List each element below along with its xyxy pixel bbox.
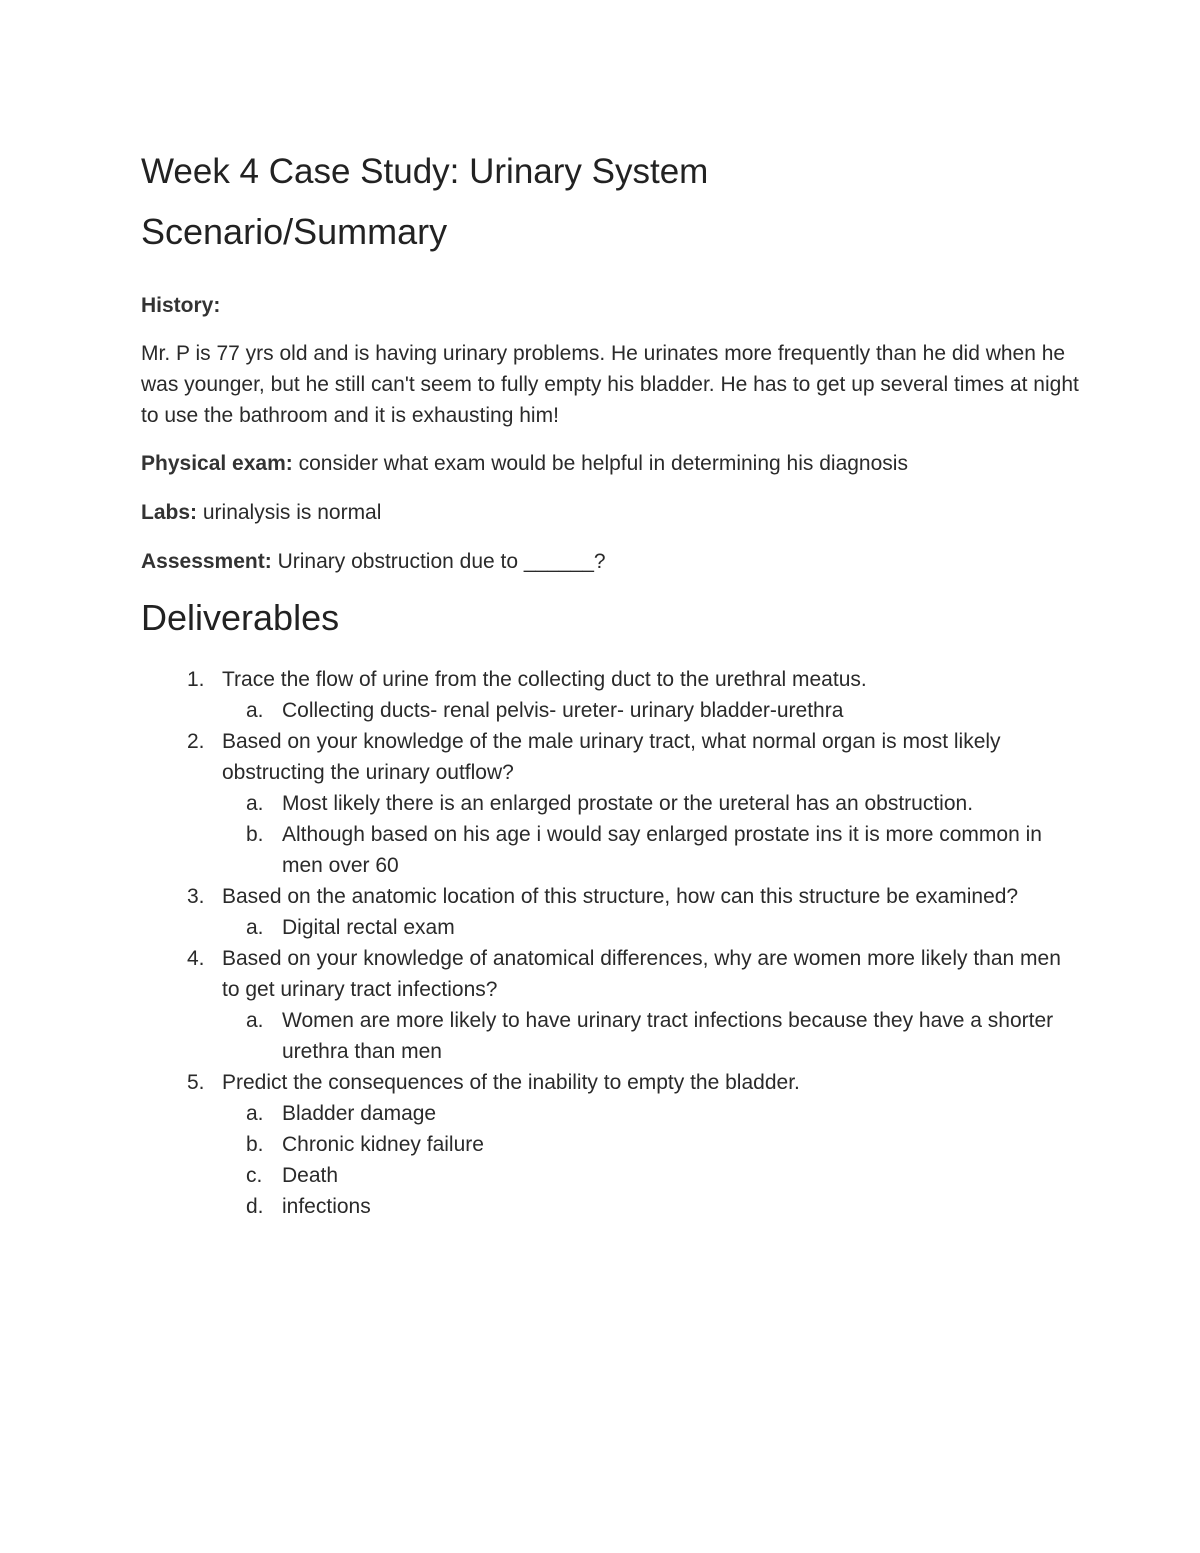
deliverable-item — [141, 943, 1081, 1067]
deliverable-item — [141, 726, 1081, 881]
deliverable-number: 2. — [187, 730, 205, 753]
deliverable-question: Predict the consequences of the inability to empty the bladder. — [222, 1071, 800, 1094]
deliverable-item — [141, 664, 1081, 726]
assessment-label: Assessment: — [141, 550, 272, 573]
deliverable-number: 3. — [187, 885, 205, 908]
labs-line — [141, 497, 1081, 528]
answer-item — [222, 695, 1081, 726]
answer-item — [222, 788, 1081, 819]
answer-list — [222, 788, 1081, 881]
deliverable-item — [141, 881, 1081, 943]
answer-item — [222, 1191, 1081, 1222]
section-heading-scenario: Scenario/Summary — [141, 211, 448, 252]
answer-text: Death — [282, 1164, 339, 1187]
deliverables-list — [141, 664, 1081, 1222]
answer-text: Collecting ducts- renal pelvis- ureter- urinary bladder-urethra — [282, 699, 844, 722]
answer-text: Bladder damage — [282, 1102, 437, 1125]
answer-item — [222, 1005, 1081, 1067]
physical-exam-line — [141, 448, 1081, 479]
answer-letter: a. — [246, 699, 264, 722]
answer-letter: d. — [246, 1195, 264, 1218]
physical-exam-label: Physical exam: — [141, 452, 293, 475]
physical-exam-text: consider what exam would be helpful in determining his diagnosis — [292, 452, 908, 475]
labs-label: Labs: — [141, 501, 198, 524]
answer-text: infections — [282, 1195, 371, 1218]
answer-list — [222, 1098, 1081, 1222]
answer-list — [222, 695, 1081, 726]
answer-letter: a. — [246, 1102, 264, 1125]
answer-letter: a. — [246, 792, 264, 815]
deliverable-question: Trace the flow of urine from the collecting duct to the urethral meatus. — [222, 668, 867, 691]
answer-item — [222, 819, 1081, 881]
answer-text: Most likely there is an enlarged prostate or the ureteral has an obstruction. — [282, 792, 974, 815]
labs-text: urinalysis is normal — [197, 501, 382, 524]
assessment-text: Urinary obstruction due to ______? — [271, 550, 606, 573]
answer-text: Although based on his age i would say enlarged prostate ins it is more common in men over 60 — [282, 823, 1042, 877]
answer-letter: b. — [246, 823, 264, 846]
history-label — [141, 290, 1081, 321]
answer-item — [222, 1160, 1081, 1191]
answer-text: Chronic kidney failure — [282, 1133, 484, 1156]
answer-letter: b. — [246, 1133, 264, 1156]
answer-list — [222, 912, 1081, 943]
deliverable-item — [141, 1067, 1081, 1222]
deliverable-question: Based on your knowledge of the male urinary tract, what normal organ is most likely obstructing the urinary outflow? — [222, 730, 1001, 784]
deliverable-number: 4. — [187, 947, 205, 970]
answer-text: Women are more likely to have urinary tract infections because they have a shorter urethra than men — [282, 1009, 1054, 1063]
document-page — [141, 150, 1081, 1222]
answer-item — [222, 1129, 1081, 1160]
answer-text: Digital rectal exam — [282, 916, 455, 939]
section-heading-deliverables: Deliverables — [141, 597, 340, 638]
deliverable-number: 5. — [187, 1071, 205, 1094]
document-title: Week 4 Case Study: Urinary System — [141, 152, 709, 191]
deliverable-question: Based on your knowledge of anatomical differences, why are women more likely than men to get urinary tract infections? — [222, 947, 1061, 1001]
answer-item — [222, 912, 1081, 943]
answer-letter: c. — [246, 1164, 263, 1187]
answer-letter: a. — [246, 1009, 264, 1032]
deliverable-number: 1. — [187, 668, 205, 691]
history-paragraph: Mr. P is 77 yrs old and is having urinary problems. He urinates more frequently than he did when he was younger, but he still can't seem to fully empty his bladder. He has to get up several times at night to use the bathroom and it is exhausting him! — [141, 342, 1079, 427]
answer-list — [222, 1005, 1081, 1067]
assessment-line — [141, 546, 1081, 577]
deliverable-question: Based on the anatomic location of this structure, how can this structure be examined? — [222, 885, 1019, 908]
history-label-text: History: — [141, 294, 221, 317]
answer-letter: a. — [246, 916, 264, 939]
answer-item — [222, 1098, 1081, 1129]
